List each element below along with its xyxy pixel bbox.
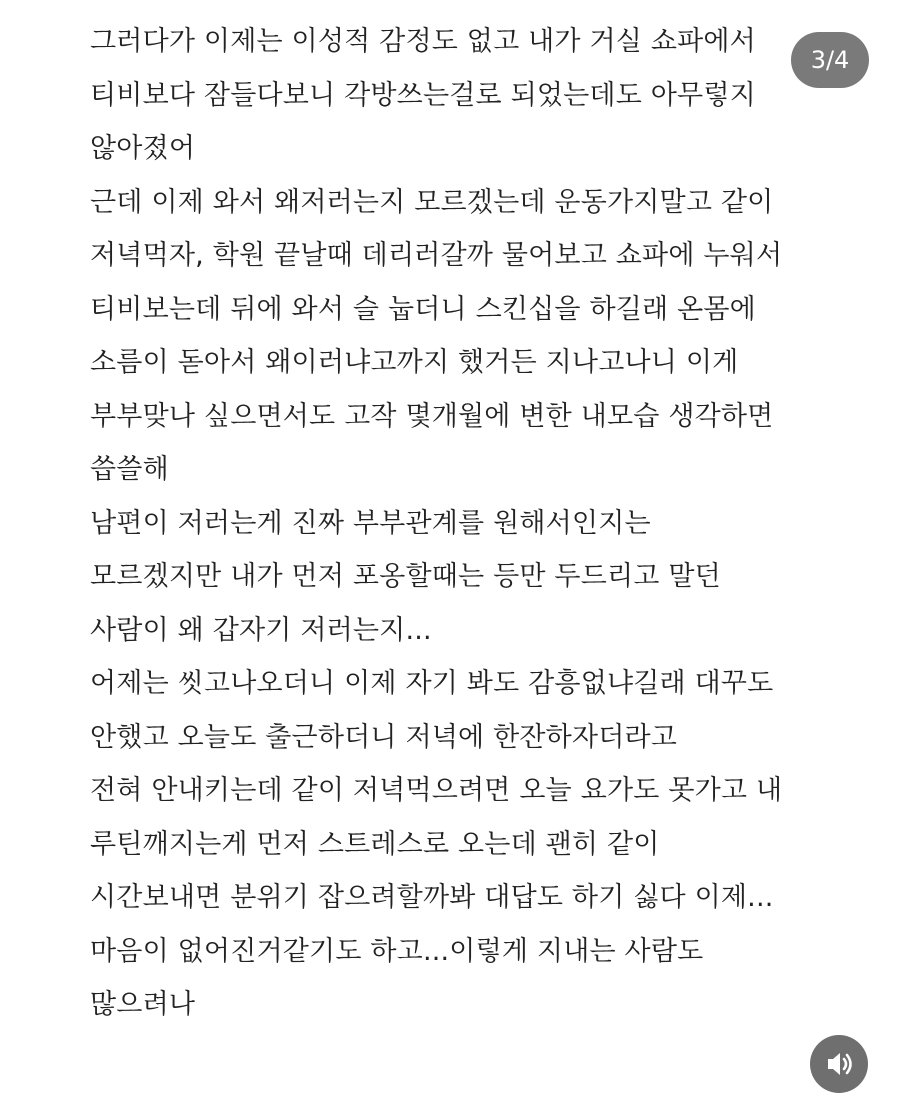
text-line: 전혀 안내키는데 같이 저녁먹으려면 오늘 요가도 못가고 내	[90, 775, 783, 806]
text-line: 티비보다 잠들다보니 각방쓰는걸로 되었는데도 아무렇지	[90, 79, 756, 111]
text-line: 어제는 씻고나오더니 이제 자기 봐도 감흥없냐길래 대꾸도	[90, 668, 774, 699]
text-line: 루틴깨지는게 먼저 스트레스로 오는데 괜히 같이	[90, 828, 660, 860]
text-line: 저녁먹자, 학원 끝날때 데리러갈까 물어보고 쇼파에 누워서	[90, 240, 783, 271]
text-line: 많으려나	[90, 989, 196, 1020]
text-line: 소름이 돋아서 왜이러냐고까지 했거든 지나고나니 이게	[90, 347, 739, 378]
text-line: 않아졌어	[90, 133, 196, 164]
text-line: 부부맞나 싶으면서도 고작 몇개월에 변한 내모습 생각하면	[90, 400, 774, 432]
text-line: 사람이 왜 갑자기 저러는지...	[90, 614, 432, 646]
text-line: 씁쓸해	[90, 454, 169, 485]
speaker-volume-icon	[810, 1035, 868, 1093]
text-line: 근데 이제 와서 왜저러는지 모르겠는데 운동가지말고 같이	[90, 186, 774, 218]
text-line: 안했고 오늘도 출근하더니 저녁에 한잔하자더라고	[90, 721, 678, 753]
text-line: 그러다가 이제는 이성적 감정도 없고 내가 거실 쇼파에서	[90, 26, 756, 57]
sound-toggle-button[interactable]	[810, 1035, 868, 1093]
text-line: 남편이 저러는게 진짜 부부관계를 원해서인지는	[90, 507, 651, 539]
text-line: 시간보내면 분위기 잡으려할까봐 대답도 하기 싫다 이제...	[90, 882, 774, 913]
text-line: 모르겠지만 내가 먼저 포옹할때는 등만 두드리고 말던	[90, 561, 721, 592]
text-line: 티비보는데 뒤에 와서 슬 눕더니 스킨십을 하길래 온몸에	[90, 293, 756, 325]
page-indicator: 3/4	[791, 32, 869, 88]
text-line: 마음이 없어진거같기도 하고...이렇게 지내는 사람도	[90, 935, 704, 967]
article-body	[90, 15, 810, 1032]
